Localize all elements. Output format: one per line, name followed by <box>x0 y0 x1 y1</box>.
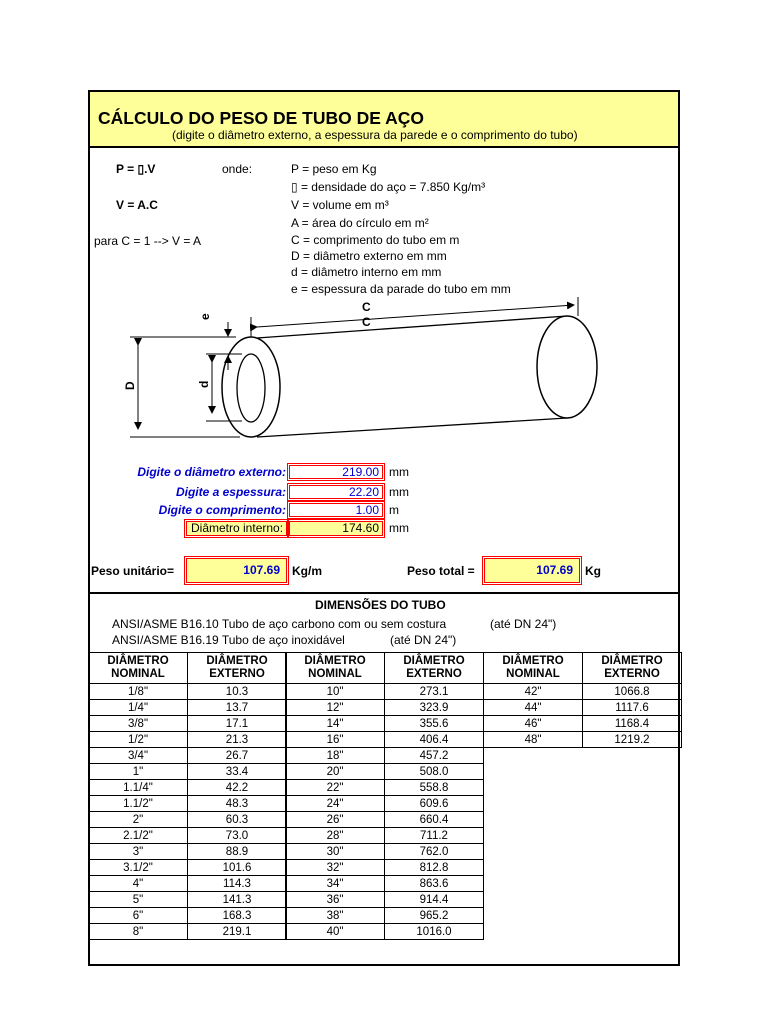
length-unit: m <box>389 503 399 517</box>
label-D: D <box>123 381 137 390</box>
total-weight-label: Peso total = <box>407 564 475 578</box>
external-diameter-cell: 965.2 <box>385 908 484 924</box>
pipe-bottom-edge <box>257 418 567 437</box>
external-diameter-cell: 10.3 <box>188 684 287 700</box>
table-row <box>286 892 484 908</box>
column-header-nominal: DIÂMETRO NOMINAL <box>484 653 583 684</box>
inner-diameter-value: 174.60 <box>289 521 383 536</box>
table-row <box>89 700 287 716</box>
formula-onde: onde: <box>222 162 253 176</box>
label-C: C <box>362 300 371 314</box>
nominal-diameter-cell: 1/8" <box>89 684 188 700</box>
length-arrow <box>257 305 574 327</box>
external-diameter-cell: 21.3 <box>188 732 287 748</box>
external-diameter-cell: 114.3 <box>188 876 287 892</box>
unit-weight-value: 107.69 <box>186 558 287 583</box>
outer-diameter-label: Digite o diâmetro externo: <box>137 465 286 479</box>
standard-stainless-note: (até DN 24") <box>390 633 457 647</box>
nominal-diameter-cell: 48" <box>484 732 583 748</box>
external-diameter-cell: 1168.4 <box>583 716 682 732</box>
external-diameter-cell: 26.7 <box>188 748 287 764</box>
nominal-diameter-cell: 26" <box>286 812 385 828</box>
nominal-diameter-cell: 24" <box>286 796 385 812</box>
table-row <box>484 716 682 732</box>
external-diameter-cell: 457.2 <box>385 748 484 764</box>
external-diameter-cell: 48.3 <box>188 796 287 812</box>
table-row <box>286 860 484 876</box>
length-label: Digite o comprimento: <box>158 503 286 517</box>
definition-line: d = diâmetro interno em mm <box>291 265 442 279</box>
label-e: e <box>198 313 212 320</box>
section-divider <box>90 592 678 594</box>
nominal-diameter-cell: 38" <box>286 908 385 924</box>
table-row <box>89 876 287 892</box>
page-title: CÁLCULO DO PESO DE TUBO DE AÇO <box>98 108 425 128</box>
outer-diameter-input[interactable]: 219.00 <box>289 465 383 479</box>
definition-line: e = espessura da parade do tubo em mm <box>291 282 511 296</box>
formula-volume: V = A.C <box>116 198 158 212</box>
table-row <box>286 876 484 892</box>
table-row <box>89 732 287 748</box>
external-diameter-cell: 17.1 <box>188 716 287 732</box>
external-diameter-cell: 13.7 <box>188 700 287 716</box>
table-row <box>89 780 287 796</box>
external-diameter-cell: 508.0 <box>385 764 484 780</box>
table-row <box>286 684 484 700</box>
external-diameter-cell: 1219.2 <box>583 732 682 748</box>
total-weight-value: 107.69 <box>484 558 580 583</box>
definition-line: V = volume em m³ <box>291 198 389 212</box>
definition-line: C = comprimento do tubo em m <box>291 233 460 247</box>
nominal-diameter-cell: 4" <box>89 876 188 892</box>
dimensions-table-1 <box>88 652 287 940</box>
table-row <box>89 748 287 764</box>
table-row <box>89 684 287 700</box>
dimensions-table-2 <box>285 652 484 940</box>
nominal-diameter-cell: 32" <box>286 860 385 876</box>
table-row <box>286 812 484 828</box>
external-diameter-cell: 88.9 <box>188 844 287 860</box>
external-diameter-cell: 168.3 <box>188 908 287 924</box>
external-diameter-cell: 141.3 <box>188 892 287 908</box>
formula-weight: P = ▯.V <box>116 162 156 176</box>
nominal-diameter-cell: 44" <box>484 700 583 716</box>
table-row <box>89 764 287 780</box>
table-row <box>286 716 484 732</box>
table-row <box>89 716 287 732</box>
nominal-diameter-cell: 34" <box>286 876 385 892</box>
unit-weight-unit: Kg/m <box>292 564 322 578</box>
table-row <box>484 732 682 748</box>
nominal-diameter-cell: 1/2" <box>89 732 188 748</box>
column-header-externo: DIÂMETRO EXTERNO <box>583 653 682 684</box>
external-diameter-cell: 660.4 <box>385 812 484 828</box>
dimensions-table-3 <box>483 652 682 748</box>
nominal-diameter-cell: 12" <box>286 700 385 716</box>
nominal-diameter-cell: 14" <box>286 716 385 732</box>
column-header-nominal: DIÂMETRO NOMINAL <box>286 653 385 684</box>
external-diameter-cell: 60.3 <box>188 812 287 828</box>
nominal-diameter-cell: 3" <box>89 844 188 860</box>
table-row <box>286 796 484 812</box>
length-input[interactable]: 1.00 <box>289 503 383 517</box>
nominal-diameter-cell: 2.1/2" <box>89 828 188 844</box>
nominal-diameter-cell: 5" <box>89 892 188 908</box>
column-header-externo: DIÂMETRO EXTERNO <box>385 653 484 684</box>
pipe-inner-circle <box>237 354 265 422</box>
nominal-diameter-cell: 3/4" <box>89 748 188 764</box>
external-diameter-cell: 762.0 <box>385 844 484 860</box>
nominal-diameter-cell: 6" <box>89 908 188 924</box>
external-diameter-cell: 42.2 <box>188 780 287 796</box>
table-row <box>89 892 287 908</box>
table-row <box>89 860 287 876</box>
nominal-diameter-cell: 22" <box>286 780 385 796</box>
external-diameter-cell: 219.1 <box>188 924 287 940</box>
table-row <box>286 732 484 748</box>
definition-line: P = peso em Kg <box>291 162 377 176</box>
nominal-diameter-cell: 2" <box>89 812 188 828</box>
definition-line: D = diâmetro externo em mm <box>291 249 447 263</box>
table-row <box>89 796 287 812</box>
dimensions-title: DIMENSÕES DO TUBO <box>315 598 446 612</box>
external-diameter-cell: 812.8 <box>385 860 484 876</box>
external-diameter-cell: 558.8 <box>385 780 484 796</box>
external-diameter-cell: 101.6 <box>188 860 287 876</box>
external-diameter-cell: 273.1 <box>385 684 484 700</box>
external-diameter-cell: 863.6 <box>385 876 484 892</box>
thickness-label: Digite a espessura: <box>175 485 286 499</box>
label-C-overlap: C <box>362 315 371 329</box>
table-row <box>286 780 484 796</box>
nominal-diameter-cell: 8" <box>89 924 188 940</box>
label-d: d <box>197 380 211 388</box>
nominal-diameter-cell: 42" <box>484 684 583 700</box>
column-header-externo: DIÂMETRO EXTERNO <box>188 653 287 684</box>
thickness-unit: mm <box>389 485 409 499</box>
table-row <box>89 844 287 860</box>
external-diameter-cell: 33.4 <box>188 764 287 780</box>
nominal-diameter-cell: 1.1/2" <box>89 796 188 812</box>
nominal-diameter-cell: 36" <box>286 892 385 908</box>
external-diameter-cell: 609.6 <box>385 796 484 812</box>
table-row <box>286 908 484 924</box>
nominal-diameter-cell: 46" <box>484 716 583 732</box>
nominal-diameter-cell: 10" <box>286 684 385 700</box>
standard-carbon-note: (até DN 24") <box>490 617 557 631</box>
external-diameter-cell: 1117.6 <box>583 700 682 716</box>
definition-line: ▯ = densidade do aço = 7.850 Kg/m³ <box>291 180 486 194</box>
external-diameter-cell: 914.4 <box>385 892 484 908</box>
total-weight-unit: Kg <box>585 564 601 578</box>
external-diameter-cell: 355.6 <box>385 716 484 732</box>
page-subtitle: (digite o diâmetro externo, a espessura da parede e o comprimento do tubo) <box>172 128 578 142</box>
standard-stainless: ANSI/ASME B16.19 Tubo de aço inoxidável <box>112 633 345 647</box>
table-row <box>286 700 484 716</box>
table-row <box>286 764 484 780</box>
external-diameter-cell: 1016.0 <box>385 924 484 940</box>
pipe-far-end <box>537 316 597 418</box>
definition-line: A = área do círculo em m² <box>291 216 429 230</box>
table-row <box>484 684 682 700</box>
pipe-top-edge <box>257 316 567 338</box>
table-row <box>89 828 287 844</box>
inner-diameter-unit: mm <box>389 521 409 535</box>
external-diameter-cell: 406.4 <box>385 732 484 748</box>
nominal-diameter-cell: 16" <box>286 732 385 748</box>
nominal-diameter-cell: 3.1/2" <box>89 860 188 876</box>
external-diameter-cell: 323.9 <box>385 700 484 716</box>
table-row <box>286 748 484 764</box>
external-diameter-cell: 1066.8 <box>583 684 682 700</box>
nominal-diameter-cell: 30" <box>286 844 385 860</box>
column-header-nominal: DIÂMETRO NOMINAL <box>89 653 188 684</box>
nominal-diameter-cell: 1/4" <box>89 700 188 716</box>
table-row <box>89 812 287 828</box>
table-row <box>286 924 484 940</box>
thickness-input[interactable]: 22.20 <box>289 485 383 499</box>
table-row <box>89 924 287 940</box>
outer-diameter-unit: mm <box>389 465 409 479</box>
inner-diameter-label: Diâmetro interno: <box>186 521 287 536</box>
nominal-diameter-cell: 40" <box>286 924 385 940</box>
external-diameter-cell: 73.0 <box>188 828 287 844</box>
nominal-diameter-cell: 1.1/4" <box>89 780 188 796</box>
standard-carbon: ANSI/ASME B16.10 Tubo de aço carbono com ou sem costura <box>112 617 447 631</box>
external-diameter-cell: 711.2 <box>385 828 484 844</box>
nominal-diameter-cell: 28" <box>286 828 385 844</box>
table-row <box>484 700 682 716</box>
nominal-diameter-cell: 1" <box>89 764 188 780</box>
unit-weight-label: Peso unitário= <box>91 564 175 578</box>
table-row <box>286 844 484 860</box>
table-row <box>286 828 484 844</box>
nominal-diameter-cell: 18" <box>286 748 385 764</box>
table-row <box>89 908 287 924</box>
formula-note: para C = 1 --> V = A <box>94 234 202 248</box>
nominal-diameter-cell: 3/8" <box>89 716 188 732</box>
nominal-diameter-cell: 20" <box>286 764 385 780</box>
